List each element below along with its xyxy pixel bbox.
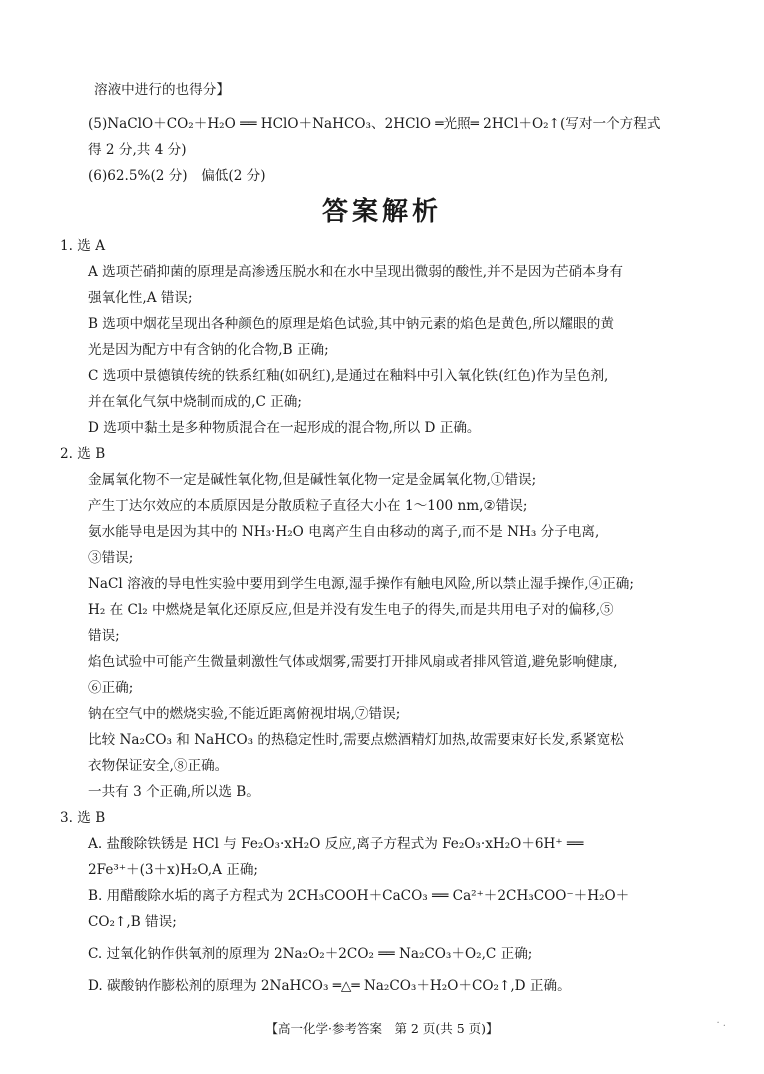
q2-line: 衣物保证安全,⑧正确。 (88, 758, 229, 774)
q1-line: D 选项中黏土是多种物质混合在一起形成的混合物,所以 D 正确。 (88, 420, 481, 436)
q2-line: H₂ 在 Cl₂ 中燃烧是氧化还原反应,但是并没有发生电子的得失,而是共用电子对的偏移,⑤ (88, 602, 614, 618)
q3-line: 2Fe³⁺＋(3＋x)H₂O,A 正确; (88, 862, 258, 878)
q1-line: 并在氧化气氛中烧制而成的,C 正确; (88, 394, 302, 410)
corner-mark: · . (716, 1018, 726, 1029)
top-line-1: 溶液中进行的也得分】 (94, 82, 230, 98)
q2-line: 金属氧化物不一定是碱性氧化物,但是碱性氧化物一定是金属氧化物,①错误; (88, 472, 537, 488)
q1-head: 1. 选 A (60, 238, 106, 254)
q2-line: 一共有 3 个正确,所以选 B。 (88, 784, 260, 800)
q2-head: 2. 选 B (60, 446, 106, 462)
q1-line: 光是因为配方中有含钠的化合物,B 正确; (88, 342, 329, 358)
q2-line: ⑥正确; (88, 680, 134, 696)
top-line-3: 得 2 分,共 4 分) (88, 142, 187, 158)
section-title: 答案解析 (321, 197, 442, 227)
q3-line: D. 碳酸钠作膨松剂的原理为 2NaHCO₃ ═△═ Na₂CO₃＋H₂O＋CO₂↑,D 正确。 (88, 978, 571, 994)
q2-line: 焰色试验中可能产生微量刺激性气体或烟雾,需要打开排风扇或者排风管道,避免影响健康, (88, 654, 618, 670)
top-line-4: (6)62.5%(2 分) 偏低(2 分) (88, 168, 266, 184)
page-footer: 【高一化学·参考答案 第 2 页(共 5 页)】 (265, 1021, 499, 1036)
q2-line: 氨水能导电是因为其中的 NH₃·H₂O 电离产生自由移动的离子,而不是 NH₃ 分子电离, (88, 524, 600, 540)
q1-line: A 选项芒硝抑菌的原理是高渗透压脱水和在水中呈现出微弱的酸性,并不是因为芒硝本身有 (88, 264, 624, 280)
top-line-2: (5)NaClO＋CO₂＋H₂O ══ HClO＋NaHCO₃、2HClO ═光照═ 2HCl＋O₂↑(写对一个方程式 (88, 116, 661, 132)
q3-line: CO₂↑,B 错误; (88, 914, 177, 930)
q2-line: NaCl 溶液的导电性实验中要用到学生电源,湿手操作有触电风险,所以禁止湿手操作,④正确; (88, 576, 634, 592)
q1-line: B 选项中烟花呈现出各种颜色的原理是焰色试验,其中钠元素的焰色是黄色,所以耀眼的黄 (88, 316, 614, 332)
q2-line: ③错误; (88, 550, 134, 566)
q3-line: B. 用醋酸除水垢的离子方程式为 2CH₃COOH＋CaCO₃ ══ Ca²⁺＋2CH₃COO⁻＋H₂O＋ (88, 888, 630, 904)
q2-line: 产生丁达尔效应的本质原因是分散质粒子直径大小在 1～100 nm,②错误; (88, 498, 528, 514)
q2-line: 钠在空气中的燃烧实验,不能近距离俯视坩埚,⑦错误; (88, 706, 401, 722)
q3-line: C. 过氧化钠作供氧剂的原理为 2Na₂O₂＋2CO₂ ══ Na₂CO₃＋O₂,C 正确; (88, 946, 533, 962)
q1-line: C 选项中景德镇传统的铁系红釉(如矾红),是通过在釉料中引入氧化铁(红色)作为呈色剂, (88, 368, 609, 384)
q3-line: A. 盐酸除铁锈是 HCl 与 Fe₂O₃·xH₂O 反应,离子方程式为 Fe₂O₃·xH₂O＋6H⁺ ══ (88, 836, 584, 852)
q2-line: 错误; (88, 628, 120, 644)
q1-line: 强氧化性,A 错误; (88, 290, 193, 306)
q3-head: 3. 选 B (60, 810, 106, 826)
q2-line: 比较 Na₂CO₃ 和 NaHCO₃ 的热稳定性时,需要点燃酒精灯加热,故需要束好长发,系紧宽松 (88, 732, 624, 748)
